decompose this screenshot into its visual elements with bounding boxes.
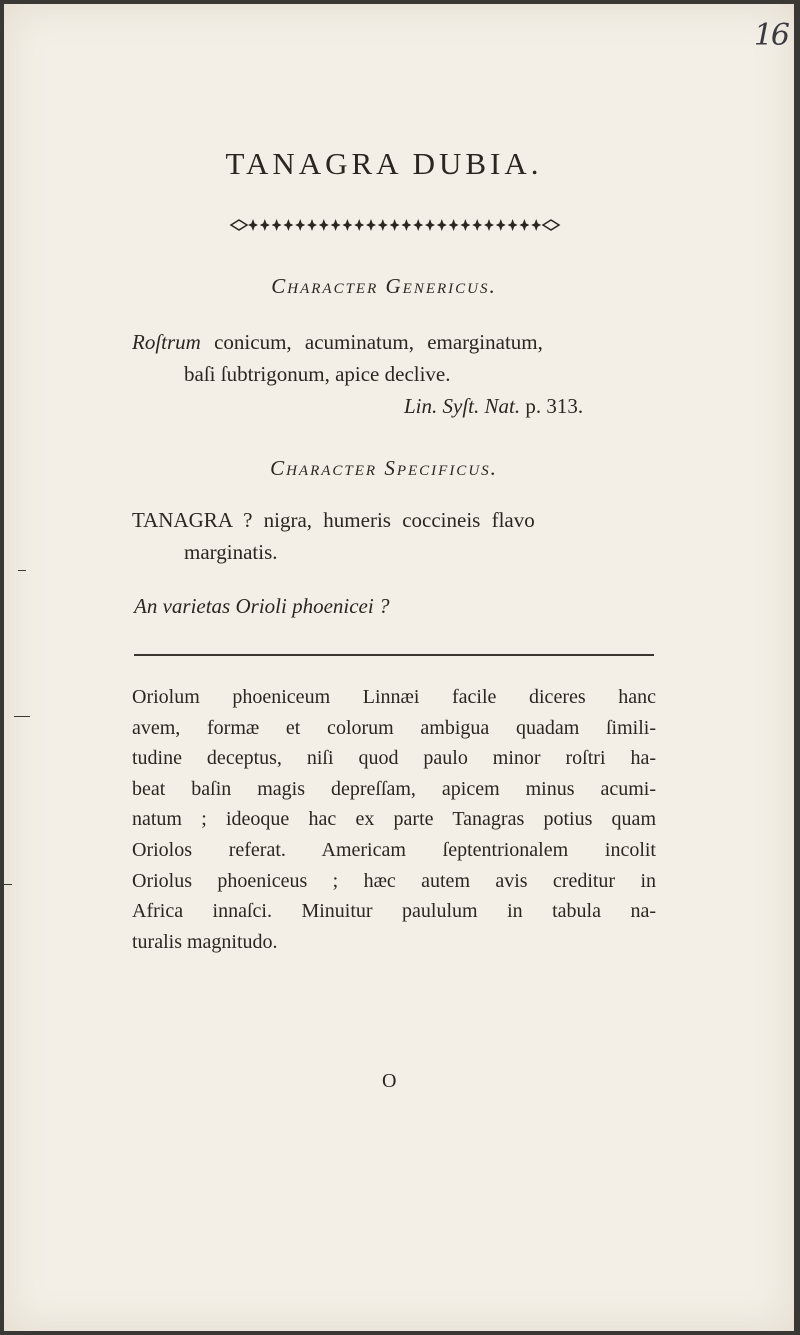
ornament-cross [319,219,329,231]
ornament-cross [260,219,270,231]
generic-line-1-rest: conicum, acuminatum, emarginatum, [200,330,543,354]
signature-mark: O [382,1070,397,1092]
generic-line-1 [132,330,543,355]
body-line: beat baſin magis depreſſam, apicem minus acumi- [132,777,656,800]
body-line: Oriolos referat. Americam ſeptentrionalem incolit [132,839,656,861]
ornament-cross [484,219,494,231]
ornament-cross [307,219,317,231]
ornament-cross [366,219,376,231]
generic-heading: Character Genericus. [271,274,497,298]
ornament-cross [531,219,541,231]
book-page [4,4,794,1331]
body-line: turalis magnitudo. [132,930,278,953]
body-line: Africa innaſci. Minuitur paululum in tabula na- [132,900,656,923]
generic-lead-word: Roſtrum [132,330,201,354]
ornament-cross [508,219,518,231]
ornament-cross [331,219,341,231]
section-rule [134,654,654,656]
margin-mark [18,570,26,571]
specific-heading: Character Specificus. [270,456,498,480]
ornament-cross [425,219,435,231]
page-title: TANAGRA DUBIA. [225,146,543,181]
body-line: Oriolus phoeniceus ; hæc autem avis creditur in [132,869,656,892]
ornament-cross [295,219,305,231]
generic-reference [404,394,583,419]
ornament-cross [519,219,529,231]
folio-number: 16 [753,18,788,53]
ornament-cross [437,219,447,231]
ornament-divider [229,218,561,232]
generic-line-2: baſi ſubtrigonum, apice declive. [184,362,451,386]
ornament-cross [248,219,258,231]
reference-work: Lin. Syſt. Nat. [404,394,521,418]
ornament-cross [472,219,482,231]
ornament-cross [354,219,364,231]
ornament-cross [283,219,293,231]
ornament-cross [460,219,470,231]
body-line: Oriolum phoeniceum Linnæi facile diceres hanc [132,686,656,708]
body-line: tudine deceptus, niſi quod paulo minor roſtri ha- [132,747,656,770]
variety-note: An varietas Orioli phoenicei ? [134,594,390,618]
ornament-cross [449,219,459,231]
ornament-cross [401,219,411,231]
body-line: natum ; ideoque hac ex parte Tanagras potius quam [132,808,656,831]
body-line: avem, formæ et colorum ambigua quadam ſimili- [132,716,656,739]
specific-line-2: marginatis. [184,540,278,564]
ornament-cross [378,219,388,231]
ornament-cross [390,219,400,231]
ornament-cross [342,219,352,231]
specific-line-1: TANAGRA ? nigra, humeris coccineis flavo [132,508,535,532]
reference-page: p. 313. [520,394,584,418]
ornament-cross [496,219,506,231]
ornament-cross [272,219,282,231]
margin-mark [4,884,12,885]
margin-mark [14,716,30,717]
ornament-cross [413,219,423,231]
